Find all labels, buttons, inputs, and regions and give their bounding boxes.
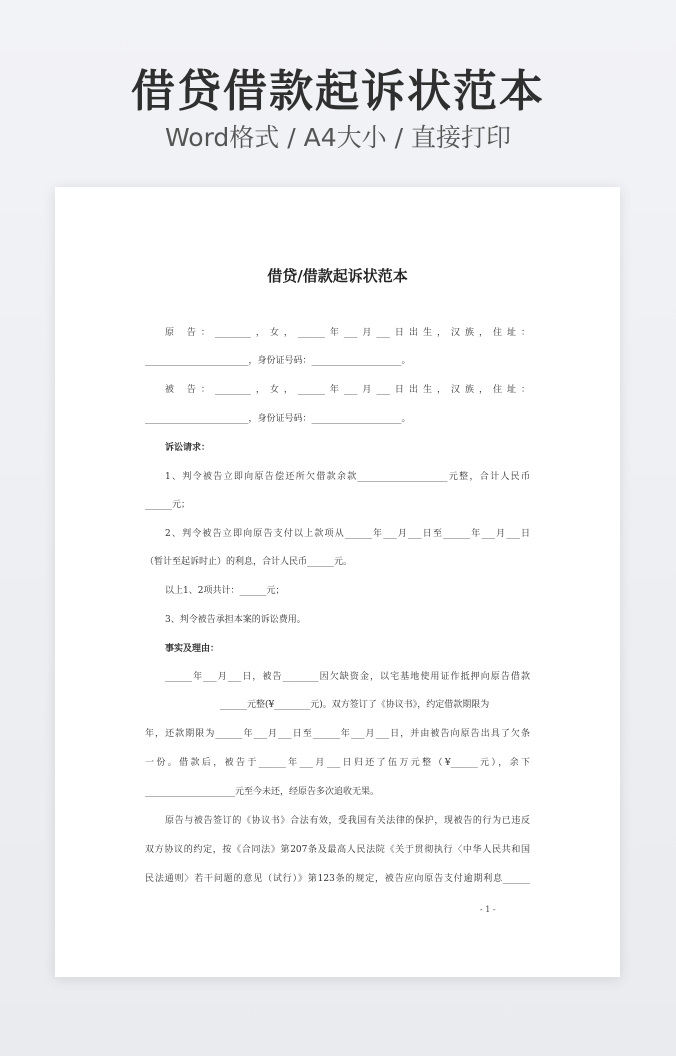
reason-line-2: 双方协议的约定，按《合同法》第207条及最高人民法院《关于贯彻执行〈中华人民共和国 (145, 845, 530, 855)
claim-1-line: 1、判令被告立即向原告偿还所欠借款余款____________________元整，合计人民币 (165, 472, 530, 482)
claims-total-line: 以上1、2项共计：______元； (165, 586, 285, 596)
page-number: - 1 - (480, 905, 496, 914)
reason-line-1: 原告与被告签订的《协议书》合法有效，受我国有关法律的保护，现被告的行为已违反 (165, 816, 530, 826)
facts-line-2: ______元整(¥________元)。双方签订了《协议书》，约定借款期限为 (220, 700, 490, 710)
reason-line-3: 民法通则〉若干问题的意见（试行）》第123条的规定，被告应向原告支付逾期利息______ (145, 874, 530, 884)
defendant-line: 被 告：________，女，______年___月___日出生，汉族，住址： (165, 385, 530, 395)
facts-line-4: 一份。借款后，被告于______年___月___日归还了伍万元整（¥______元），余下 (145, 758, 530, 768)
banner-title: 借贷借款起诉状范本 (131, 66, 545, 117)
facts-heading: 事实及理由： (165, 644, 220, 654)
claim-2-line: 2、判令被告立即向原告支付以上款项从______年___月___日至______年___月___日 (165, 529, 530, 539)
plaintiff-line: 原 告：________，女，______年___月___日出生，汉族，住址： (165, 328, 530, 338)
facts-line-3: 年，还款期限为______年___月___日至______年___月___日，并由被告向原告出具了欠条 (145, 729, 530, 739)
document-page (55, 187, 620, 977)
claims-heading: 诉讼请求： (165, 443, 211, 453)
claim-3-line: 3、判令被告承担本案的诉讼费用。 (165, 615, 306, 625)
facts-line-1: ______年___月___日，被告________因欠缺资金，以宅基地使用证作抵押向原告借款 (165, 672, 530, 682)
facts-line-5: ____________________元至今未还，经原告多次追收无果。 (145, 787, 380, 797)
document-title: 借贷/借款起诉状范本 (267, 267, 408, 285)
plaintiff-address-line: _______________________，身份证号码：____________________。 (145, 356, 411, 366)
defendant-address-line: _______________________，身份证号码：____________________。 (145, 414, 411, 424)
banner-subtitle: Word格式 / A4大小 / 直接打印 (165, 123, 511, 152)
claim-1-continued: ______元； (145, 500, 191, 510)
claim-2-continued: （暂计至起诉时止）的利息，合计人民币______元。 (145, 557, 353, 567)
